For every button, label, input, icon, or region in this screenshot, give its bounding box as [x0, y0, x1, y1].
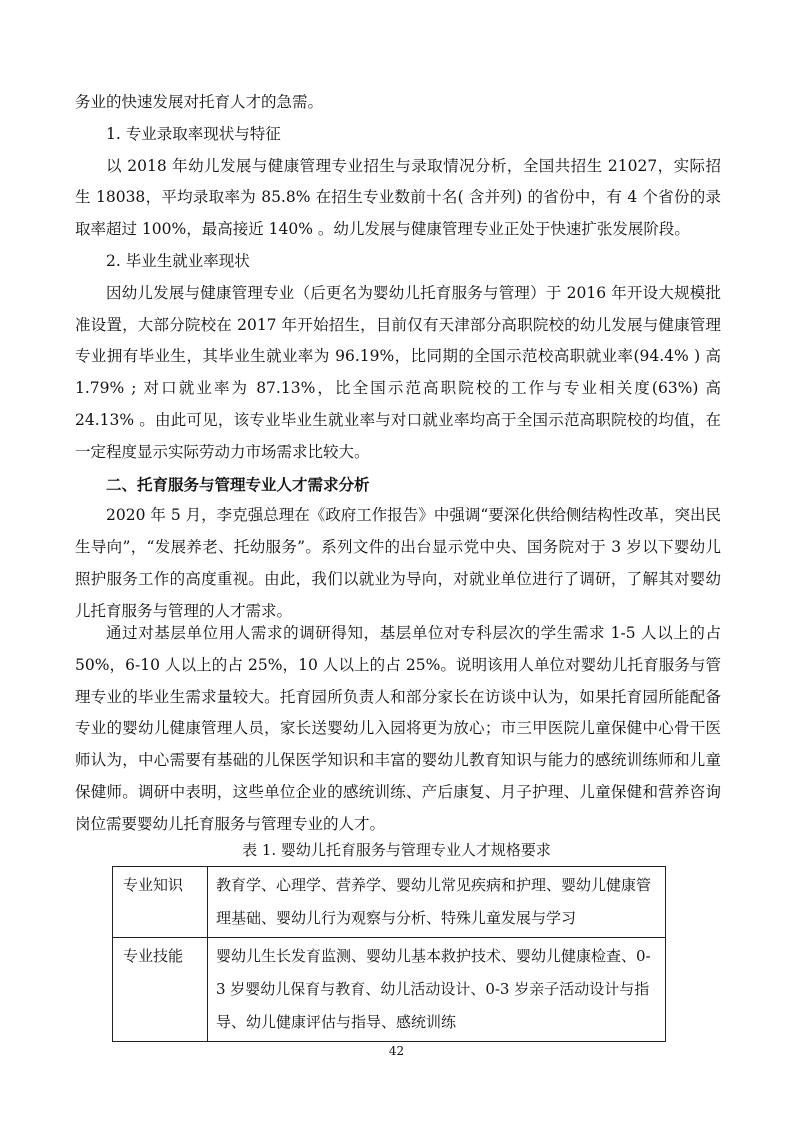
paragraph-employment: 因幼儿发展与健康管理专业（后更名为婴幼儿托育服务与管理）于 2016 年开设大规模批准设置，大部分院校在 2017 年开始招生，目前仅有天津部分高职院校的幼儿发展与健康管理专业拥有毕业生，其毕业生就业率为 96.19%，比同期的全国示范校高职就业率(94.4% ) 高 1.79% ; 对口就业率为 87.13%，比全国示范高职院校的工作与专业相关度(63%) 高 24.13% 。由此可见，该专业毕业生就业率与对口就业率均高于全国示范高职院校的均值，在一定程度显示实际劳动力市场需求比较大。: [75, 283, 721, 461]
page-number: 42: [388, 1044, 405, 1058]
row-value: 教育学、心理学、营养学、婴幼儿常见疾病和护理、婴幼儿健康管理基础、婴幼儿行为观察与分析、特殊儿童发展与学习: [208, 867, 666, 938]
table-caption: 表 1. 婴幼儿托育服务与管理专业人才规格要求: [242, 841, 551, 859]
paragraph-enrollment: 以 2018 年幼儿发展与健康管理专业招生与录取情况分析，全国共招生 21027，实际招生 18038，平均录取率为 85.8% 在招生专业数前十名( 含并列) 的省份中，有 4 个省份的录取率超过 100%，最高接近 140% 。幼儿发展与健康管理专业正处于快速扩张发展阶段。: [75, 156, 721, 239]
paragraph-survey: 通过对基层单位用人需求的调研得知，基层单位对专科层次的学生需求 1-5 人以上的占 50%，6-10 人以上的占 25%，10 人以上的占 25%。说明该用人单位对婴幼儿托育服务与管理专业的毕业生需求量较大。托育园所负责人和部分家长在访谈中认为，如果托育园所能配备专业的婴幼儿健康管理人员，家长送婴幼儿入园将更为放心；市三甲医院儿童保健中心骨干医师认为，中心需要有基础的儿保医学知识和丰富的婴幼儿教育知识与能力的感统训练师和儿童保健师。调研中表明，这些单位企业的感统训练、产后康复、月子护理、儿童保健和营养咨询岗位需要婴幼儿托育服务与管理专业的人才。: [75, 624, 721, 833]
row-key: 专业技能: [113, 938, 208, 1042]
row-value: 婴幼儿生长发育监测、婴幼儿基本救护技术、婴幼儿健康检查、0-3 岁婴幼儿保育与教育、幼儿活动设计、0-3 岁亲子活动设计与指导、幼儿健康评估与指导、感统训练: [208, 938, 666, 1042]
paragraph-continuation: 务业的快速发展对托育人才的急需。: [75, 93, 324, 111]
subheading-employment-rate: 2. 毕业生就业率现状: [106, 251, 250, 270]
spec-table: [112, 866, 666, 1042]
section-heading-demand: 二、托育服务与管理专业人才需求分析: [106, 474, 370, 494]
paragraph-policy: 2020 年 5 月，李克强总理在《政府工作报告》中强调“要深化供给侧结构性改革，突出民生导向”，“发展养老、托幼服务”。系列文件的出台显示党中央、国务院对于 3 岁以下婴幼儿照护服务工作的高度重视。由此，我们以就业为导向，对就业单位进行了调研，了解其对婴幼儿托育服务与管理的人才需求。: [75, 506, 721, 620]
body-text-2: [75, 618, 721, 841]
table-row: [113, 867, 666, 938]
row-key: 专业知识: [113, 867, 208, 938]
table-row: [113, 938, 666, 1042]
body-text: [75, 87, 721, 628]
subheading-enrollment-rate: 1. 专业录取率现状与特征: [106, 124, 281, 143]
